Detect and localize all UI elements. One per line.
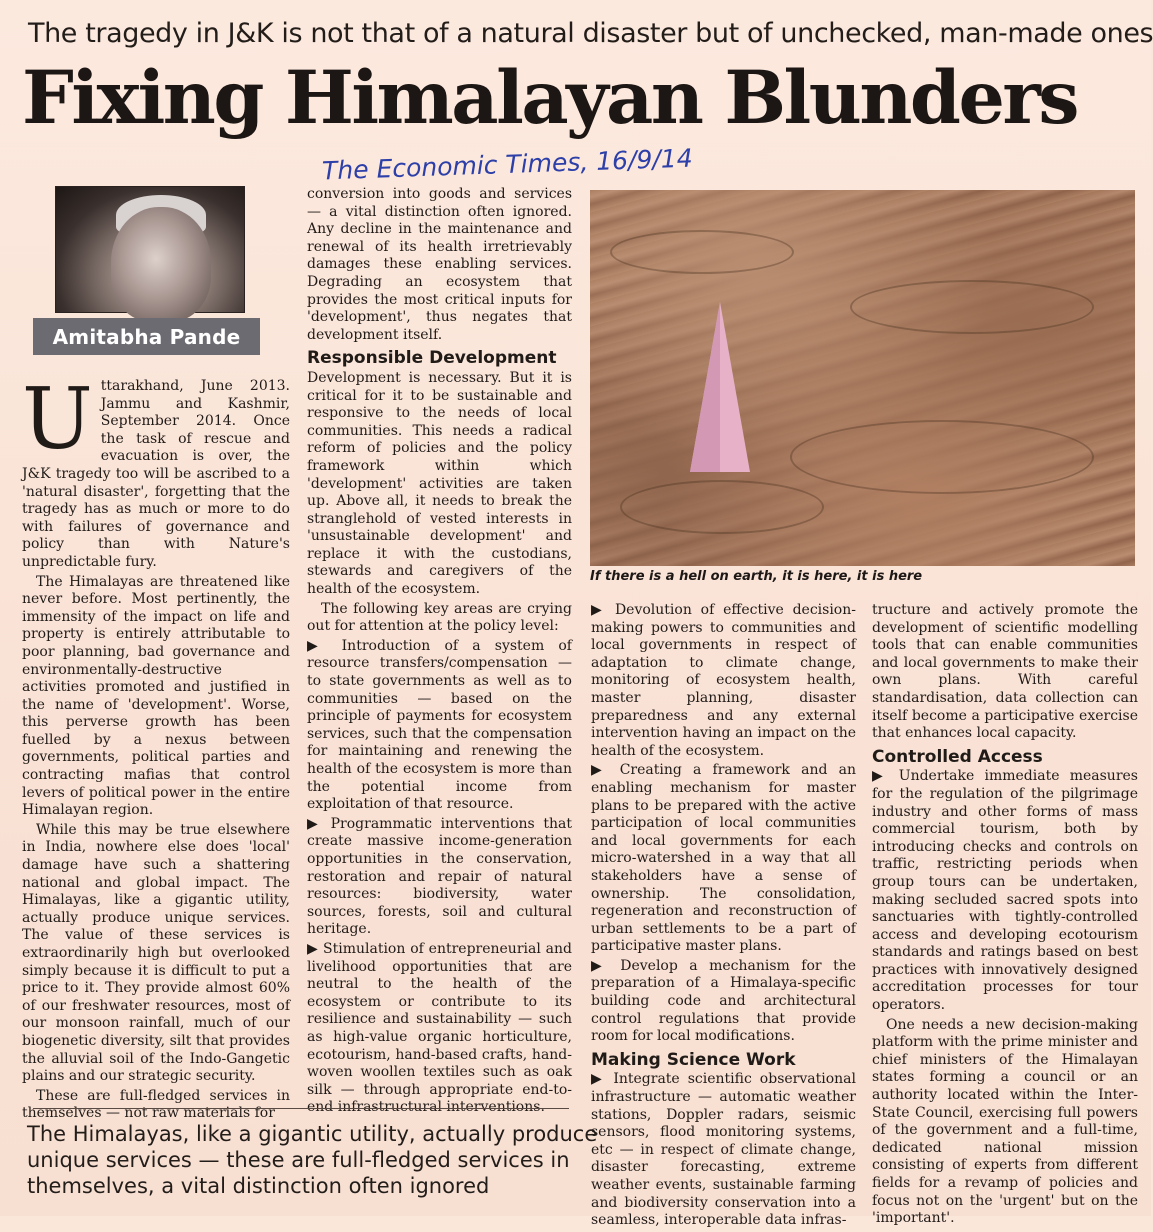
- flood-photo: [590, 190, 1135, 566]
- article-column-2: [307, 186, 572, 1119]
- pullquote-line: The Himalayas, like a gigantic utility, actually produce: [27, 1122, 598, 1146]
- article-headline: Fixing Himalayan Blunders: [22, 55, 1077, 141]
- article-column-1: [22, 370, 290, 1125]
- bullet-item: ▶ Introduction of a system of resource transfers/compensation — to state governments as well as to communities — based on the principle of payments for ecosystem services, such that the compensation for maintaining and renewing the health of the ecosystem is more than the potential income from exploitation of that resource.: [307, 637, 572, 813]
- paragraph: Development is necessary. But it is critical for it to be sustainable and responsive to the needs of local communities. This needs a radical reform of policies and the policy framework within which 'development' activities are taken up. Above all, it needs to break the stranglehold of vested interests in 'unsustainable development' and replace it with the custodians, stewards and caregivers of the health of the ecosystem.: [307, 369, 572, 598]
- article-column-4: [872, 602, 1138, 1230]
- water-ripple: [610, 230, 794, 274]
- pullquote-rule: [33, 1108, 569, 1109]
- photo-caption: If there is a hell on earth, it is here, it is here: [590, 569, 923, 584]
- author-face: [111, 207, 211, 322]
- subheading: Making Science Work: [591, 1049, 796, 1070]
- bullet-item: ▶ Stimulation of entrepreneurial and livelihood opportunities that are neutral to the health of the ecosystem or contribute to its resilience and sustainability — such as high-value organic horticulture, ecotourism, hand-based crafts, hand-woven woollen textiles such as oak silk — through appropriate end-to-end infrastructural interventions.: [307, 940, 572, 1116]
- water-ripple: [620, 480, 824, 534]
- water-ripple: [790, 420, 1094, 494]
- temple-spire-shade: [690, 302, 720, 472]
- paragraph: tructure and actively promote the development of scientific modelling tools that can enable communities and local governments to make their own plans. With careful standardisation, data collection can itself become a participative exercise that enhances local capacity.: [872, 602, 1138, 742]
- handwritten-source-note: The Economic Times, 16/9/14: [321, 143, 694, 186]
- author-photo: [55, 186, 245, 313]
- bullet-item: ▶ Programmatic interventions that create massive income-generation opportunities in the conservation, restoration and repair of natural resources: biodiversity, water sources, forests, soil and cultural heritage.: [307, 815, 572, 938]
- bullet-item: ▶ Integrate scientific observational infrastructure — automatic weather stations, Doppler radars, seismic sensors, flood monitoring systems, etc — in respect of climate change, disaster forecasting, extreme weather events, sustainable farming and biodiversity conservation into a seamless, interoperable data infras-: [591, 1071, 856, 1229]
- intro-text: ttarakhand, June 2013. Jammu and Kashmir, September 2014. Once the task of rescue and evacuation is over, the J&K tragedy too will be ascribed to a 'natural disaster', forgetting that the tragedy has as much or more to do with failures of governance and policy than with Nature's unpredictable fury.: [22, 378, 290, 570]
- bullet-item: ▶ Creating a framework and an enabling mechanism for master plans to be prepared with the active participation of local communities and local governments for each micro-watershed in a way that all stakeholders have a sense of ownership. The consolidation, regeneration and reconstruction of urban settlements to be a part of participative master plans.: [591, 762, 856, 955]
- paragraph: These are full-fledged services in themselves — not raw materials for: [22, 1087, 290, 1122]
- subheading: Controlled Access: [872, 746, 1043, 767]
- byline-bar: [33, 318, 260, 355]
- drop-cap: U: [22, 370, 93, 468]
- author-name: Amitabha Pande: [52, 324, 241, 349]
- bullet-item: ▶ Develop a mechanism for the preparation of a Himalaya-specific building code and architectural control regulations that provide room for local modifications.: [591, 957, 856, 1045]
- article-kicker: The tragedy in J&K is not that of a natural disaster but of unchecked, man-made ones: [28, 18, 1153, 49]
- paragraph: While this may be true elsewhere in India, nowhere else does 'local' damage have such a shattering national and global impact. The Himalayas, like a gigantic utility, actually produce unique services. The value of these services is extraordinarily high but overlooked simply because it is difficult to put a price to it. They provide almost 60% of our freshwater resources, most of our monsoon rainfall, much of our biogenetic diversity, silt that provides the alluvial soil of the Indo-Gangetic plains and our strategic security.: [22, 821, 290, 1085]
- water-ripple: [850, 280, 1094, 334]
- pullquote-line: themselves, a vital distinction often ignored: [27, 1174, 490, 1198]
- bullet-item: ▶ Undertake immediate measures for the regulation of the pilgrimage industry and other forms of mass commercial tourism, both by introducing checks and controls on traffic, restricting periods when group tours can be undertaken, making secluded sacred spots into sanctuaries with tightly-controlled access and developing ecotourism standards and ratings based on best practices with innovatively designed accreditation processes for tour operators.: [872, 768, 1138, 1014]
- pullquote-line: unique services — these are full-fledged services in: [27, 1148, 570, 1172]
- paragraph: The Himalayas are threatened like never before. Most pertinently, the immensity of the impact on life and property is entirely attributable to poor planning, bad governance and environmentally-destructive activities promoted and justified in the name of 'development'. Worse, this perverse growth has been fuelled by a nexus between governments, political parties and contracting mafias that control levers of political power in the entire Himalayan region.: [22, 573, 290, 819]
- paragraph-intro: [22, 370, 290, 572]
- paragraph: One needs a new decision-making platform with the prime minister and chief ministers of the Himalayan states forming a council or an authority located within the Inter-State Council, exercising full powers of the government and a full-time, dedicated national mission consisting of experts from different fields for a revamp of policies and focus not on the 'urgent' but on the 'important'.: [872, 1016, 1138, 1227]
- pullquote: [27, 1121, 598, 1199]
- article-column-3: [591, 602, 856, 1232]
- paragraph: conversion into goods and services — a vital distinction often ignored. Any decline in the maintenance and renewal of its health irretrievably damages these enabling services. Degrading an ecosystem that provides the most critical inputs for 'development', thus negates that development itself.: [307, 186, 572, 343]
- bullet-item: ▶ Devolution of effective decision-making powers to communities and local governments in respect of adaptation to climate change, monitoring of ecosystem health, master planning, disaster preparedness and any external intervention having an impact on the health of the ecosystem.: [591, 602, 856, 759]
- subheading: Responsible Development: [307, 348, 557, 369]
- paragraph: The following key areas are crying out for attention at the policy level:: [307, 600, 572, 635]
